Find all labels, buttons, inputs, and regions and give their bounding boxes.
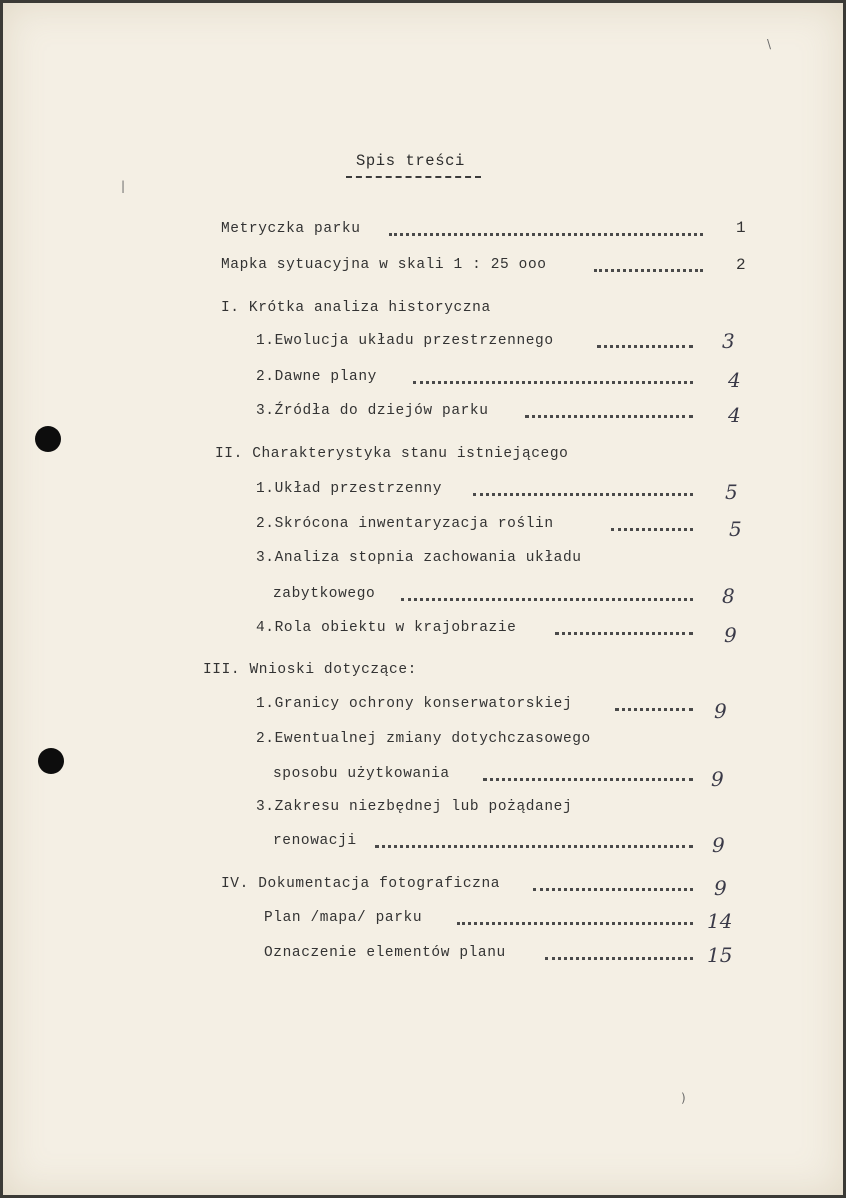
leader-dots xyxy=(483,778,693,781)
page-number-handwritten: 5 xyxy=(725,480,738,504)
page-number-handwritten: 3 xyxy=(722,329,735,353)
page-number-handwritten: 8 xyxy=(722,584,735,608)
leader-dots xyxy=(401,598,693,601)
punch-hole-top xyxy=(35,426,61,452)
leader-dots xyxy=(555,632,693,635)
toc-entry: renowacji xyxy=(273,833,357,849)
section-heading: II. Charakterystyka stanu istniejącego xyxy=(215,446,569,462)
page-number-handwritten: 9 xyxy=(712,833,725,857)
toc-entry: Oznaczenie elementów planu xyxy=(264,945,506,961)
leader-dots xyxy=(594,269,703,272)
page-number-handwritten: 14 xyxy=(707,909,733,933)
page-number-handwritten: 9 xyxy=(724,623,737,647)
leader-dots xyxy=(615,708,693,711)
page-number-handwritten: 4 xyxy=(728,368,741,392)
leader-dots xyxy=(389,233,703,236)
leader-dots xyxy=(413,381,693,384)
page-number: 2 xyxy=(736,256,746,274)
mark: | xyxy=(121,179,126,193)
leader-dots xyxy=(611,528,693,531)
toc-entry: 2.Ewentualnej zmiany dotychczasowego xyxy=(256,731,591,747)
section-heading: IV. Dokumentacja fotograficzna xyxy=(221,876,501,892)
toc-entry: 3.Źródła do dziejów parku xyxy=(256,403,489,419)
leader-dots xyxy=(457,922,693,925)
toc-entry: 3.Zakresu niezbędnej lub pożądanej xyxy=(256,799,573,815)
toc-entry: sposobu użytkowania xyxy=(273,766,450,782)
page-number-handwritten: 9 xyxy=(714,699,727,723)
toc-entry: 2.Dawne plany xyxy=(256,369,377,385)
toc-entry: Metryczka parku xyxy=(221,221,361,237)
toc-entry: 1.Układ przestrzenny xyxy=(256,481,443,497)
leader-dots xyxy=(545,957,693,960)
punch-hole-bottom xyxy=(38,748,64,774)
toc-entry: 4.Rola obiektu w krajobrazie xyxy=(256,620,517,636)
page-number-handwritten: 9 xyxy=(711,767,724,791)
page-number: 1 xyxy=(736,219,746,237)
page-number-handwritten: 4 xyxy=(728,403,741,427)
toc-entry: 2.Skrócona inwentaryzacja roślin xyxy=(256,516,554,532)
page-number-handwritten: 9 xyxy=(714,876,727,900)
page-number-handwritten: 5 xyxy=(729,517,742,541)
document-page xyxy=(3,3,843,1195)
leader-dots xyxy=(597,345,693,348)
leader-dots xyxy=(533,888,693,891)
title-underline xyxy=(346,176,481,178)
mark: ) xyxy=(681,1091,686,1105)
section-heading: I. Krótka analiza historyczna xyxy=(221,300,491,316)
toc-entry: 3.Analiza stopnia zachowania układu xyxy=(256,550,582,566)
mark: \ xyxy=(767,37,772,51)
toc-entry: Mapka sytuacyjna w skali 1 : 25 ooo xyxy=(221,257,547,273)
toc-entry: Plan /mapa/ parku xyxy=(264,910,423,926)
leader-dots xyxy=(473,493,693,496)
toc-entry: zabytkowego xyxy=(273,586,376,602)
toc-entry: 1.Granicy ochrony konserwatorskiej xyxy=(256,696,573,712)
section-heading: III. Wnioski dotyczące: xyxy=(203,662,417,678)
leader-dots xyxy=(525,415,693,418)
page-title: Spis treści xyxy=(356,152,465,170)
toc-entry: 1.Ewolucja układu przestrzennego xyxy=(256,333,554,349)
leader-dots xyxy=(375,845,693,848)
page-number-handwritten: 15 xyxy=(707,943,733,967)
